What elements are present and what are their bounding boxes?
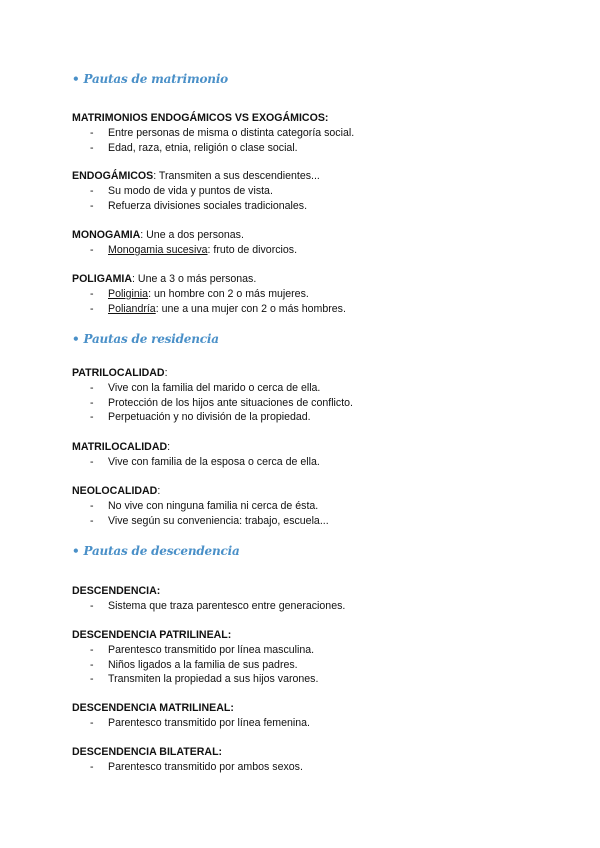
block-poligamia <box>72 272 572 316</box>
list-item <box>72 243 572 258</box>
block-title <box>72 628 572 643</box>
list-item <box>72 381 572 396</box>
block-neolocalidad <box>72 484 572 528</box>
bullet-list <box>72 599 572 614</box>
list-item <box>72 455 572 470</box>
list-item-text: Niños ligados a la familia de sus padres. <box>108 658 298 671</box>
block-title-rest: : Transmiten a sus descendientes... <box>153 170 320 182</box>
dash-bullet: - <box>90 456 94 468</box>
bullet-list <box>72 126 572 155</box>
list-item <box>72 396 572 411</box>
block-title <box>72 440 572 455</box>
list-item <box>72 141 572 156</box>
list-item-text: Parentesco transmitido por línea femenina. <box>108 717 310 729</box>
block-title <box>72 228 572 243</box>
list-item-text: Edad, raza, etnia, religión o clase social. <box>108 141 298 154</box>
block-title <box>72 484 572 499</box>
bullet-list <box>72 716 572 731</box>
list-item <box>72 760 572 775</box>
list-item <box>72 499 572 514</box>
list-item-text: : une a una mujer con 2 o más hombres. <box>155 302 346 315</box>
bullet-list <box>72 499 572 528</box>
list-item-text: Transmiten la propiedad a sus hijos varones. <box>108 673 319 686</box>
list-item-term: Poliandría <box>108 302 156 315</box>
bullet-list <box>72 381 572 425</box>
block-title-bold: MATRIMONIOS ENDOGÁMICOS VS EXOGÁMICOS: <box>72 112 329 124</box>
block-matrilocalidad <box>72 440 572 470</box>
list-item <box>72 514 572 529</box>
bullet-list <box>72 455 572 470</box>
list-item-text: Entre personas de misma o distinta categoría social. <box>108 127 355 139</box>
block-title-bold: DESCENDENCIA BILATERAL: <box>72 746 223 758</box>
dash-bullet: - <box>90 514 94 527</box>
block-title-rest: : Une a 3 o más personas. <box>132 273 257 285</box>
block-title-bold: PATRILOCALIDAD <box>72 367 165 379</box>
block-title <box>72 366 572 381</box>
block-monogamia <box>72 228 572 258</box>
block-title-rest: : <box>167 441 171 453</box>
list-item-text: Parentesco transmitido por ambos sexos. <box>108 761 303 773</box>
list-item <box>72 199 572 214</box>
list-item-text: Vive según su conveniencia: trabajo, escuela... <box>108 514 329 527</box>
list-item <box>72 184 572 199</box>
block-title-bold: POLIGAMIA <box>72 273 133 285</box>
dash-bullet: - <box>90 673 94 686</box>
block-title-rest: : <box>164 367 168 379</box>
dash-bullet: - <box>90 600 94 612</box>
section-heading-descendencia: • Pautas de descendencia <box>72 544 240 558</box>
bullet-list <box>72 643 572 687</box>
block-endogamicos-vs-exogamicos <box>72 111 572 155</box>
block-title <box>72 169 572 184</box>
block-descendencia-patrilineal <box>72 628 572 687</box>
block-descendencia <box>72 584 572 614</box>
block-title <box>72 701 572 716</box>
dash-bullet: - <box>90 185 94 197</box>
list-item <box>72 410 572 425</box>
list-item <box>72 672 572 687</box>
list-item-text: Perpetuación y no división de la propiedad. <box>108 411 311 424</box>
block-title-bold: DESCENDENCIA MATRILINEAL: <box>72 702 234 714</box>
list-item <box>72 643 572 658</box>
block-patrilocalidad <box>72 366 572 425</box>
list-item-text: Vive con familia de la esposa o cerca de ella. <box>108 456 320 468</box>
block-endogamicos <box>72 169 572 213</box>
dash-bullet: - <box>90 141 94 154</box>
block-title <box>72 111 572 126</box>
list-item <box>72 599 572 614</box>
bullet-list <box>72 184 572 213</box>
dash-bullet: - <box>90 244 94 256</box>
list-item-text: Su modo de vida y puntos de vista. <box>108 185 273 197</box>
list-item-text: Sistema que traza parentesco entre generaciones. <box>108 600 346 612</box>
bullet-list <box>72 760 572 775</box>
block-title-bold: DESCENDENCIA: <box>72 585 161 597</box>
dash-bullet: - <box>90 717 94 729</box>
dash-bullet: - <box>90 658 94 671</box>
block-title-bold: DESCENDENCIA PATRILINEAL: <box>72 629 232 641</box>
list-item-term: Monogamia sucesiva <box>108 244 208 256</box>
block-descendencia-bilateral <box>72 745 572 775</box>
dash-bullet: - <box>90 127 94 139</box>
list-item-text: : fruto de divorcios. <box>207 244 298 256</box>
block-title <box>72 584 572 599</box>
bullet-list <box>72 287 572 316</box>
list-item-text: Vive con la familia del marido o cerca de ella. <box>108 382 321 394</box>
list-item-term: Poliginia <box>108 288 149 300</box>
list-item <box>72 126 572 141</box>
dash-bullet: - <box>90 396 94 409</box>
section-heading-matrimonio: • Pautas de matrimonio <box>72 72 228 86</box>
block-title-bold: MATRILOCALIDAD <box>72 441 168 453</box>
block-title-rest: : <box>157 485 161 497</box>
list-item <box>72 302 572 317</box>
block-title <box>72 272 572 287</box>
block-title <box>72 745 572 760</box>
dash-bullet: - <box>90 302 94 315</box>
dash-bullet: - <box>90 411 94 424</box>
dash-bullet: - <box>90 288 94 300</box>
section-heading-residencia: • Pautas de residencia <box>72 332 219 346</box>
dash-bullet: - <box>90 382 94 394</box>
list-item-text: No vive con ninguna familia ni cerca de ésta. <box>108 500 319 512</box>
block-descendencia-matrilineal <box>72 701 572 731</box>
block-title-rest: : Une a dos personas. <box>140 229 244 241</box>
dash-bullet: - <box>90 199 94 212</box>
list-item-text: Protección de los hijos ante situaciones de conflicto. <box>108 396 353 409</box>
dash-bullet: - <box>90 500 94 512</box>
list-item-text: Parentesco transmitido por línea masculina. <box>108 644 315 656</box>
list-item <box>72 287 572 302</box>
list-item-text: : un hombre con 2 o más mujeres. <box>148 288 309 300</box>
bullet-list <box>72 243 572 258</box>
block-title-bold: NEOLOCALIDAD <box>72 485 158 497</box>
block-title-bold: ENDOGÁMICOS <box>72 170 154 182</box>
block-title-bold: MONOGAMIA <box>72 229 141 241</box>
dash-bullet: - <box>90 644 94 656</box>
list-item <box>72 716 572 731</box>
list-item <box>72 658 572 673</box>
list-item-text: Refuerza divisiones sociales tradicionales. <box>108 199 308 212</box>
dash-bullet: - <box>90 761 94 773</box>
